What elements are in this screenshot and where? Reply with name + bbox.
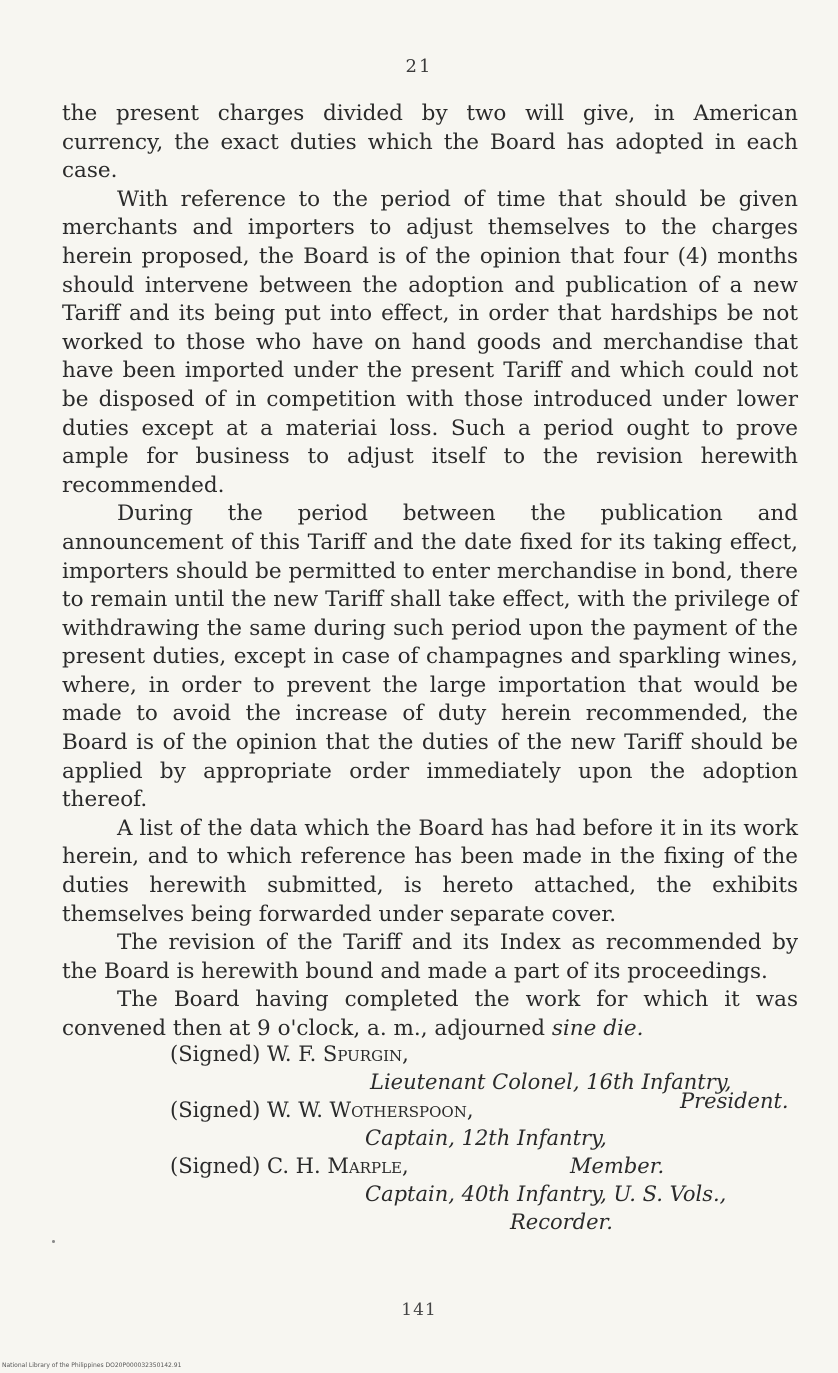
paragraph-1: the present charges divided by two will give, in American currency, the exact duties which the Board has adopted in each case. [62, 101, 798, 184]
closing-italic: sine die. [551, 1016, 644, 1041]
paragraph-3: During the period between the publication and announcement of this Tariff and the date fixed for its taking effect, importers should be permitted to enter merchandise in bond, there to remain until the new Tariff shall take effect, with the privilege of withdrawing the same during such period upon the payment of the present duties, except in case of champagnes and sparkling wines, where, in order to prevent the large importation that would be made to avoid the increase of duty herein recommended, the Board is of the opinion that the duties of the new Tariff should be applied by appropriate order immediately upon the adoption thereof. [62, 501, 798, 813]
closing-text: The Board having completed the work for which it was convened then at 9 o'clock, a. m., adjourned [62, 987, 798, 1041]
signature-rank-2 [170, 1124, 790, 1152]
signer-role: Member. [570, 1154, 665, 1178]
page-number-bottom: 141 [401, 1300, 437, 1320]
signer-name: C. H. Marple, [267, 1154, 409, 1178]
signature-rank-3 [170, 1180, 790, 1208]
signer-rank: Captain, 40th Infantry, U. S. Vols., [365, 1182, 727, 1206]
signature-line-1 [170, 1040, 790, 1068]
signer-role: President. [680, 1089, 789, 1113]
signature-line-3 [170, 1152, 790, 1180]
signature-line-2 [170, 1089, 790, 1124]
paper-speck [52, 1240, 55, 1243]
signature-role-3 [170, 1208, 790, 1236]
signer-name: W. F. Spurgin, [267, 1042, 409, 1066]
signed-label: (Signed) [170, 1098, 261, 1122]
signature-block [170, 1040, 790, 1236]
paragraph-2: With reference to the period of time that should be given merchants and importers to adjust themselves to the charges herein proposed, the Board is of the opinion that four (4) months should intervene between the adoption and publication of a new Tariff and its being put into effect, in order that hardships be not worked to those who have on hand goods and merchandise that have been imported under the present Tariff and which could not be disposed of in competition with those introduced under lower duties except at a materiai loss. Such a period ought to prove ample for business to adjust itself to the revision herewith recommended. [62, 186, 798, 498]
paragraph-5: The revision of the Tariff and its Index as recommended by the Board is herewith bound and made a part of its proceedings. [62, 930, 798, 984]
page-number-top: 21 [405, 56, 433, 77]
signer-name: W. W. Wotherspoon, [267, 1098, 474, 1122]
paragraph-4: A list of the data which the Board has had before it in its work herein, and to which reference has been made in the fixing of the duties herewith submitted, is hereto attached, the exhibits themselves being forwarded under separate cover. [62, 815, 798, 927]
signed-label: (Signed) [170, 1042, 261, 1066]
signed-label: (Signed) [170, 1154, 261, 1178]
closing-paragraph [62, 986, 798, 1043]
signer-rank: Lieutenant Colonel, 16th Infantry, [370, 1070, 732, 1094]
signer-role: Recorder. [510, 1210, 613, 1234]
body-text [62, 100, 798, 1044]
library-watermark: National Library of the Philippines DO20P000032350142.91 [2, 1362, 182, 1369]
signer-rank: Captain, 12th Infantry, [365, 1126, 607, 1150]
